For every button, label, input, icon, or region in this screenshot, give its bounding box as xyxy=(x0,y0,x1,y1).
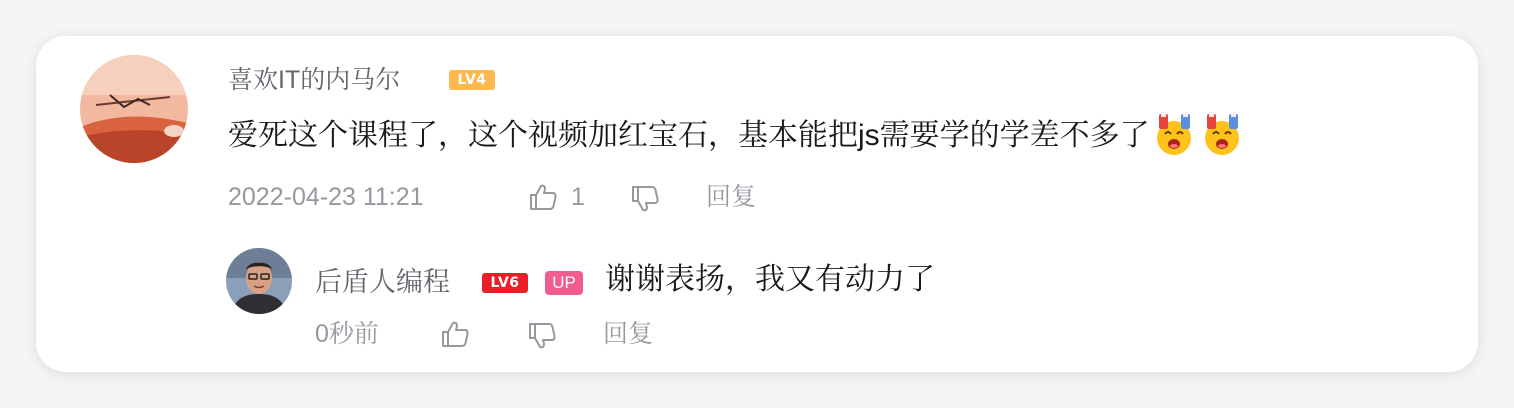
reply-username[interactable]: 后盾人编程 xyxy=(315,267,450,297)
like-count: 1 xyxy=(571,183,585,211)
reply-timestamp: 0秒前 xyxy=(315,320,379,348)
commenter-username[interactable]: 喜欢IT的内马尔 xyxy=(228,66,401,94)
level-badge: LV4 xyxy=(449,70,495,90)
thumbs-up-icon[interactable] xyxy=(440,319,470,359)
reply-button[interactable]: 回复 xyxy=(706,183,757,211)
thumbs-up-icon[interactable] xyxy=(528,182,558,222)
thumbs-down-icon[interactable] xyxy=(527,321,557,361)
up-badge: UP xyxy=(545,271,583,295)
avatar-photo xyxy=(226,248,292,314)
shouting-emoji-icon xyxy=(1150,110,1198,158)
thumbs-down-icon[interactable] xyxy=(630,184,660,224)
comment-text xyxy=(228,112,1246,160)
commenter-avatar[interactable] xyxy=(80,55,188,163)
shouting-emoji-icon xyxy=(1198,110,1246,158)
reply-meta-row xyxy=(0,316,1514,352)
reply-avatar[interactable] xyxy=(226,248,292,314)
comment-timestamp: 2022-04-23 11:21 xyxy=(228,183,424,211)
reply-button[interactable]: 回复 xyxy=(603,320,654,348)
level-badge: LV6 xyxy=(482,273,528,293)
reply-text: 谢谢表扬，我又有动力了 xyxy=(605,263,935,296)
comment-body: 爱死这个课程了，这个视频加红宝石，基本能把js需要学的学差不多了 xyxy=(228,119,1150,152)
avatar-photo xyxy=(80,55,188,163)
comment-meta-row xyxy=(0,179,1514,215)
